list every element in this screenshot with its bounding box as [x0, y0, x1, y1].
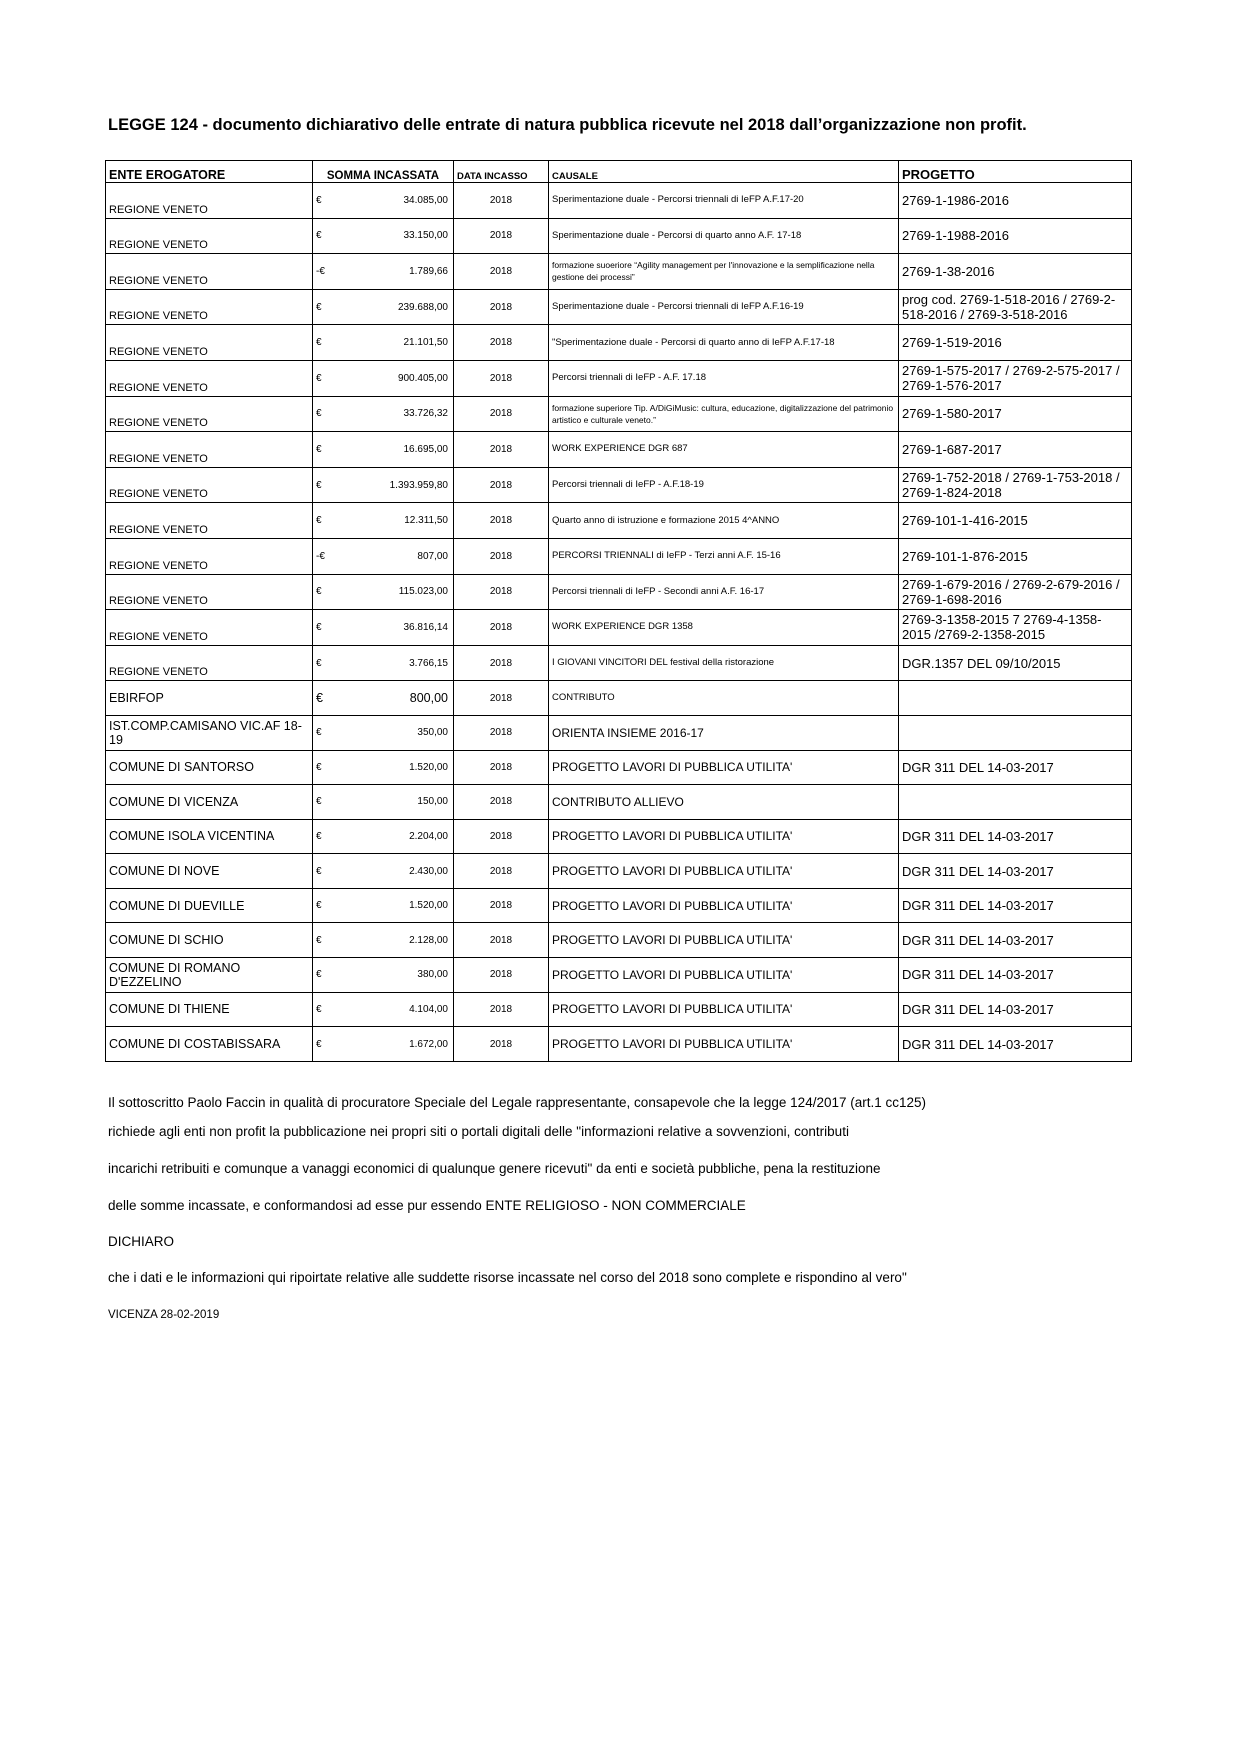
- cell-somma: [313, 785, 454, 820]
- amount-value: 800,00: [409, 691, 448, 706]
- table-row: [106, 432, 1132, 468]
- currency-symbol: €: [316, 969, 322, 981]
- cell-progetto: DGR 311 DEL 14-03-2017: [899, 854, 1132, 889]
- cell-causale: PROGETTO LAVORI DI PUBBLICA UTILITA': [549, 923, 899, 958]
- cell-somma: [313, 289, 454, 325]
- cell-data: 2018: [454, 396, 549, 432]
- cell-data: 2018: [454, 289, 549, 325]
- cell-causale: ORIENTA INSIEME 2016-17: [549, 715, 899, 750]
- cell-data: 2018: [454, 325, 549, 361]
- currency-symbol: €: [316, 230, 322, 242]
- cell-progetto: 2769-1-687-2017: [899, 432, 1132, 468]
- cell-data: 2018: [454, 503, 549, 539]
- currency-symbol: €: [316, 934, 322, 946]
- currency-symbol: €: [316, 586, 322, 598]
- cell-progetto: DGR 311 DEL 14-03-2017: [899, 992, 1132, 1027]
- amount-value: 900.405,00: [397, 372, 448, 384]
- cell-causale: PROGETTO LAVORI DI PUBBLICA UTILITA': [549, 819, 899, 854]
- cell-ente: COMUNE DI SANTORSO: [106, 750, 313, 785]
- cell-progetto: DGR 311 DEL 14-03-2017: [899, 888, 1132, 923]
- table-row: [106, 503, 1132, 539]
- currency-symbol: €: [316, 621, 322, 633]
- table-row: [106, 681, 1132, 716]
- cell-progetto: 2769-1-580-2017: [899, 396, 1132, 432]
- cell-somma: [313, 183, 454, 219]
- table-header-row: [106, 161, 1132, 183]
- cell-somma: [313, 610, 454, 646]
- declaration-line-2: richiede agli enti non profit la pubblicazione nei propri siti o portali digitali delle "informazioni relative a sovvenzioni, contributi: [108, 1124, 849, 1139]
- amount-value: 16.695,00: [403, 443, 448, 455]
- amount-value: 12.311,50: [404, 515, 448, 527]
- cell-somma: [313, 254, 454, 290]
- cell-progetto: DGR 311 DEL 14-03-2017: [899, 819, 1132, 854]
- cell-somma: [313, 715, 454, 750]
- cell-causale: WORK EXPERIENCE DGR 1358: [549, 610, 899, 646]
- table-row: [106, 645, 1132, 681]
- header-ente: ENTE EROGATORE: [106, 161, 313, 183]
- cell-progetto: 2769-101-1-416-2015: [899, 503, 1132, 539]
- cell-ente: REGIONE VENETO: [106, 254, 313, 290]
- cell-somma: [313, 574, 454, 610]
- table-row: [106, 1027, 1132, 1062]
- cell-somma: [313, 396, 454, 432]
- cell-somma: [313, 467, 454, 503]
- cell-causale: PROGETTO LAVORI DI PUBBLICA UTILITA': [549, 750, 899, 785]
- cell-progetto: 2769-1-38-2016: [899, 254, 1132, 290]
- cell-somma: [313, 750, 454, 785]
- amount-value: 2.204,00: [409, 830, 448, 842]
- cell-ente: IST.COMP.CAMISANO VIC.AF 18-19: [106, 715, 313, 750]
- cell-data: 2018: [454, 1027, 549, 1062]
- cell-causale: CONTRIBUTO: [549, 681, 899, 716]
- cell-progetto: DGR 311 DEL 14-03-2017: [899, 1027, 1132, 1062]
- table-row: [106, 325, 1132, 361]
- cell-somma: [313, 360, 454, 396]
- cell-data: 2018: [454, 681, 549, 716]
- cell-ente: REGIONE VENETO: [106, 503, 313, 539]
- declaration-line-6: che i dati e le informazioni qui ripoirtate relative alle suddette risorse incassate nel corso del 2018 sono complete e rispondino al vero": [108, 1270, 907, 1285]
- cell-causale: PROGETTO LAVORI DI PUBBLICA UTILITA': [549, 958, 899, 993]
- cell-progetto: [899, 715, 1132, 750]
- cell-somma: [313, 538, 454, 574]
- cell-causale: PROGETTO LAVORI DI PUBBLICA UTILITA': [549, 992, 899, 1027]
- table-row: [106, 785, 1132, 820]
- cell-ente: COMUNE DI THIENE: [106, 992, 313, 1027]
- cell-somma: [313, 958, 454, 993]
- cell-progetto: DGR 311 DEL 14-03-2017: [899, 923, 1132, 958]
- cell-ente: REGIONE VENETO: [106, 645, 313, 681]
- document-title: LEGGE 124 - documento dichiarativo delle entrate di natura pubblica ricevute nel 2018 dall’organizzazione non profit.: [108, 116, 1027, 134]
- table-row: [106, 218, 1132, 254]
- currency-symbol: €: [316, 194, 322, 206]
- currency-symbol: €: [316, 1038, 322, 1050]
- cell-progetto: 2769-3-1358-2015 7 2769-4-1358-2015 /2769-2-1358-2015: [899, 610, 1132, 646]
- table-row: [106, 183, 1132, 219]
- currency-symbol: €: [316, 900, 322, 912]
- amount-value: 2.430,00: [409, 865, 448, 877]
- cell-ente: REGIONE VENETO: [106, 432, 313, 468]
- cell-data: 2018: [454, 254, 549, 290]
- cell-causale: Percorsi triennali di IeFP - A.F. 17.18: [549, 360, 899, 396]
- header-somma: SOMMA INCASSATA: [313, 161, 454, 183]
- amount-value: 239.688,00: [397, 301, 448, 313]
- currency-symbol: €: [316, 727, 322, 739]
- cell-ente: REGIONE VENETO: [106, 467, 313, 503]
- header-data: DATA INCASSO: [454, 161, 549, 183]
- cell-causale: Quarto anno di istruzione e formazione 2015 4^ANNO: [549, 503, 899, 539]
- cell-progetto: prog cod. 2769-1-518-2016 / 2769-2-518-2016 / 2769-3-518-2016: [899, 289, 1132, 325]
- cell-causale: Sperimentazione duale - Percorsi triennali di IeFP A.F.16-19: [549, 289, 899, 325]
- cell-ente: REGIONE VENETO: [106, 574, 313, 610]
- table-row: [106, 992, 1132, 1027]
- amount-value: 1.672,00: [409, 1038, 448, 1050]
- cell-progetto: [899, 785, 1132, 820]
- cell-data: 2018: [454, 467, 549, 503]
- cell-ente: REGIONE VENETO: [106, 538, 313, 574]
- cell-data: 2018: [454, 785, 549, 820]
- cell-progetto: 2769-1-679-2016 / 2769-2-679-2016 / 2769-1-698-2016: [899, 574, 1132, 610]
- cell-somma: [313, 218, 454, 254]
- cell-data: 2018: [454, 645, 549, 681]
- amount-value: 34.085,00: [403, 194, 448, 206]
- amount-value: 115.023,00: [398, 586, 448, 598]
- cell-somma: [313, 992, 454, 1027]
- cell-causale: Percorsi triennali di IeFP - A.F.18-19: [549, 467, 899, 503]
- table-row: [106, 467, 1132, 503]
- cell-causale: Sperimentazione duale - Percorsi di quarto anno A.F. 17-18: [549, 218, 899, 254]
- cell-somma: [313, 325, 454, 361]
- header-causale: CAUSALE: [549, 161, 899, 183]
- currency-symbol: €: [316, 479, 322, 491]
- amount-value: 380,00: [417, 969, 448, 981]
- cell-somma: [313, 432, 454, 468]
- cell-causale: formazione superiore Tip. A/DiGiMusic: cultura, educazione, digitalizzazione del patrimonio artistico e culturale veneto.”: [549, 396, 899, 432]
- cell-ente: REGIONE VENETO: [106, 360, 313, 396]
- table-row: [106, 854, 1132, 889]
- cell-ente: COMUNE ISOLA VICENTINA: [106, 819, 313, 854]
- cell-ente: COMUNE DI NOVE: [106, 854, 313, 889]
- amount-value: 350,00: [417, 727, 448, 739]
- cell-data: 2018: [454, 715, 549, 750]
- amount-value: 150,00: [417, 796, 448, 808]
- table-row: [106, 396, 1132, 432]
- cell-data: 2018: [454, 923, 549, 958]
- cell-data: 2018: [454, 574, 549, 610]
- cell-causale: PROGETTO LAVORI DI PUBBLICA UTILITA': [549, 1027, 899, 1062]
- currency-symbol: -€: [316, 550, 325, 562]
- amount-value: 33.150,00: [403, 230, 448, 242]
- cell-ente: COMUNE DI COSTABISSARA: [106, 1027, 313, 1062]
- currency-symbol: €: [316, 761, 322, 773]
- amount-value: 4.104,00: [409, 1003, 448, 1015]
- entrate-table: [105, 160, 1132, 1062]
- cell-progetto: 2769-1-519-2016: [899, 325, 1132, 361]
- cell-data: 2018: [454, 183, 549, 219]
- table-row: [106, 715, 1132, 750]
- table-row: [106, 750, 1132, 785]
- cell-data: 2018: [454, 538, 549, 574]
- cell-somma: [313, 854, 454, 889]
- cell-ente: COMUNE DI ROMANO D'EZZELINO: [106, 958, 313, 993]
- cell-ente: COMUNE DI VICENZA: [106, 785, 313, 820]
- amount-value: 21.101,50: [403, 337, 448, 349]
- table-row: [106, 610, 1132, 646]
- cell-causale: I GIOVANI VINCITORI DEL festival della ristorazione: [549, 645, 899, 681]
- amount-value: 2.128,00: [409, 934, 448, 946]
- header-progetto: PROGETTO: [899, 161, 1132, 183]
- cell-ente: REGIONE VENETO: [106, 218, 313, 254]
- cell-data: 2018: [454, 360, 549, 396]
- table-row: [106, 360, 1132, 396]
- currency-symbol: €: [316, 796, 322, 808]
- cell-causale: PROGETTO LAVORI DI PUBBLICA UTILITA': [549, 854, 899, 889]
- table-row: [106, 254, 1132, 290]
- cell-data: 2018: [454, 854, 549, 889]
- cell-somma: [313, 1027, 454, 1062]
- table-row: [106, 923, 1132, 958]
- cell-data: 2018: [454, 958, 549, 993]
- cell-ente: COMUNE DI SCHIO: [106, 923, 313, 958]
- currency-symbol: €: [316, 443, 322, 455]
- cell-progetto: [899, 681, 1132, 716]
- cell-ente: REGIONE VENETO: [106, 396, 313, 432]
- cell-data: 2018: [454, 992, 549, 1027]
- cell-ente: REGIONE VENETO: [106, 183, 313, 219]
- cell-somma: [313, 923, 454, 958]
- cell-progetto: DGR 311 DEL 14-03-2017: [899, 958, 1132, 993]
- cell-progetto: 2769-101-1-876-2015: [899, 538, 1132, 574]
- cell-data: 2018: [454, 819, 549, 854]
- cell-ente: REGIONE VENETO: [106, 610, 313, 646]
- amount-value: 3.766,15: [409, 657, 448, 669]
- cell-ente: EBIRFOP: [106, 681, 313, 716]
- currency-symbol: €: [316, 691, 323, 706]
- cell-causale: Percorsi triennali di IeFP - Secondi anni A.F. 16-17: [549, 574, 899, 610]
- cell-data: 2018: [454, 750, 549, 785]
- cell-data: 2018: [454, 888, 549, 923]
- cell-progetto: 2769-1-1988-2016: [899, 218, 1132, 254]
- cell-data: 2018: [454, 218, 549, 254]
- currency-symbol: €: [316, 408, 322, 420]
- cell-ente: REGIONE VENETO: [106, 325, 313, 361]
- cell-causale: WORK EXPERIENCE DGR 687: [549, 432, 899, 468]
- declaration-line-4: delle somme incassate, e conformandosi ad esse pur essendo ENTE RELIGIOSO - NON COMMERCIALE: [108, 1198, 746, 1213]
- table-row: [106, 289, 1132, 325]
- cell-progetto: DGR.1357 DEL 09/10/2015: [899, 645, 1132, 681]
- declaration-line-3: incarichi retribuiti e comunque a vanaggi economici di qualunque genere ricevuti" da enti e società pubbliche, pena la restituzione: [108, 1161, 881, 1176]
- currency-symbol: €: [316, 830, 322, 842]
- currency-symbol: €: [316, 1003, 322, 1015]
- declaration-line-1: Il sottoscritto Paolo Faccin in qualità di procuratore Speciale del Legale rappresentante, consapevole che la legge 124/2017 (art.1 cc125): [108, 1095, 927, 1110]
- cell-causale: PROGETTO LAVORI DI PUBBLICA UTILITA': [549, 888, 899, 923]
- cell-somma: [313, 888, 454, 923]
- cell-ente: COMUNE DI DUEVILLE: [106, 888, 313, 923]
- cell-somma: [313, 645, 454, 681]
- table-row: [106, 538, 1132, 574]
- cell-causale: CONTRIBUTO ALLIEVO: [549, 785, 899, 820]
- amount-value: 1.789,66: [409, 265, 448, 277]
- currency-symbol: €: [316, 337, 322, 349]
- currency-symbol: €: [316, 301, 322, 313]
- cell-progetto: 2769-1-1986-2016: [899, 183, 1132, 219]
- cell-progetto: 2769-1-752-2018 / 2769-1-753-2018 / 2769-1-824-2018: [899, 467, 1132, 503]
- place-date: VICENZA 28-02-2019: [108, 1309, 220, 1321]
- currency-symbol: €: [316, 657, 322, 669]
- cell-causale: PERCORSI TRIENNALI di IeFP - Terzi anni A.F. 15-16: [549, 538, 899, 574]
- cell-causale: formazione suoeriore “Agility management per l'innovazione e la semplificazione nella gestione dei processi”: [549, 254, 899, 290]
- amount-value: 1.520,00: [409, 761, 448, 773]
- cell-somma: [313, 819, 454, 854]
- cell-causale: "Sperimentazione duale - Percorsi di quarto anno di IeFP A.F.17-18: [549, 325, 899, 361]
- cell-causale: Sperimentazione duale - Percorsi triennali di IeFP A.F.17-20: [549, 183, 899, 219]
- amount-value: 33.726,32: [403, 408, 448, 420]
- table-row: [106, 888, 1132, 923]
- amount-value: 1.520,00: [409, 900, 448, 912]
- currency-symbol: -€: [316, 265, 325, 277]
- currency-symbol: €: [316, 865, 322, 877]
- currency-symbol: €: [316, 372, 322, 384]
- table-row: [106, 574, 1132, 610]
- currency-symbol: €: [316, 515, 322, 527]
- cell-data: 2018: [454, 432, 549, 468]
- cell-progetto: 2769-1-575-2017 / 2769-2-575-2017 / 2769-1-576-2017: [899, 360, 1132, 396]
- cell-ente: REGIONE VENETO: [106, 289, 313, 325]
- cell-progetto: DGR 311 DEL 14-03-2017: [899, 750, 1132, 785]
- table-row: [106, 958, 1132, 993]
- amount-value: 36.816,14: [403, 621, 448, 633]
- declaration-dichiaro: DICHIARO: [108, 1234, 175, 1249]
- table-row: [106, 819, 1132, 854]
- amount-value: 1.393.959,80: [389, 479, 448, 491]
- cell-somma: [313, 503, 454, 539]
- cell-data: 2018: [454, 610, 549, 646]
- cell-somma: [313, 681, 454, 716]
- amount-value: 807,00: [417, 550, 448, 562]
